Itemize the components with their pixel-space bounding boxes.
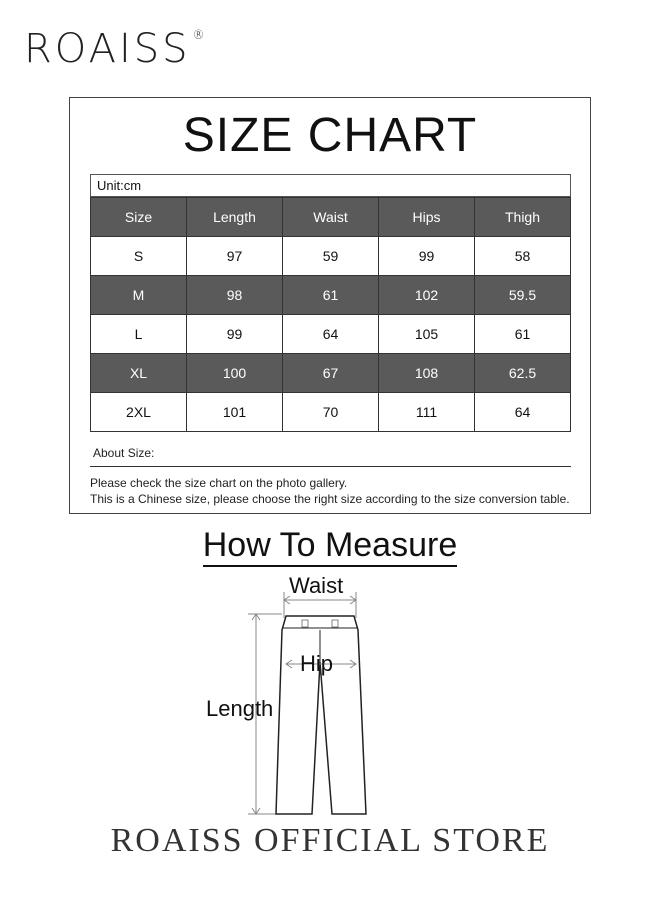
header-thigh: Thigh bbox=[475, 198, 571, 237]
table-row bbox=[91, 354, 571, 393]
table-cell: 64 bbox=[283, 315, 379, 354]
table-cell: 61 bbox=[283, 276, 379, 315]
table-row bbox=[91, 393, 571, 432]
table-cell: 64 bbox=[475, 393, 571, 432]
note-line: Please check the size chart on the photo gallery. bbox=[90, 476, 348, 490]
table-cell: 59 bbox=[283, 237, 379, 276]
how-to-measure-heading bbox=[0, 526, 660, 565]
table-cell: 105 bbox=[379, 315, 475, 354]
table-cell: 2XL bbox=[91, 393, 187, 432]
pants-outline bbox=[276, 616, 366, 814]
divider bbox=[90, 466, 571, 467]
note-line: This is a Chinese size, please choose the right size according to the size conversion table. bbox=[90, 492, 570, 506]
table-cell: 67 bbox=[283, 354, 379, 393]
table-cell: 99 bbox=[187, 315, 283, 354]
waist-label: Waist bbox=[289, 573, 344, 598]
hip-label: Hip bbox=[300, 651, 334, 676]
store-footer: ROAISS OFFICIAL STORE bbox=[110, 822, 550, 859]
table-cell: 98 bbox=[187, 276, 283, 315]
header-waist: Waist bbox=[283, 198, 379, 237]
table-cell: M bbox=[91, 276, 187, 315]
table-cell: 102 bbox=[379, 276, 475, 315]
about-size-label: About Size: bbox=[93, 446, 155, 460]
table-row bbox=[91, 237, 571, 276]
table-cell: S bbox=[91, 237, 187, 276]
table-cell: 70 bbox=[283, 393, 379, 432]
size-chart-title: SIZE CHART bbox=[182, 109, 478, 162]
length-label: Length bbox=[206, 696, 274, 721]
table-cell: 58 bbox=[475, 237, 571, 276]
table-cell: 100 bbox=[187, 354, 283, 393]
how-to-measure-title: How To Measure bbox=[203, 526, 458, 567]
registered-mark: ® bbox=[192, 28, 208, 42]
table-cell: 61 bbox=[475, 315, 571, 354]
header-size: Size bbox=[91, 198, 187, 237]
size-table bbox=[90, 197, 571, 432]
table-cell: 97 bbox=[187, 237, 283, 276]
table-cell: 59.5 bbox=[475, 276, 571, 315]
table-row bbox=[91, 315, 571, 354]
table-cell: L bbox=[91, 315, 187, 354]
unit-label: Unit:cm bbox=[90, 174, 571, 197]
table-cell: 108 bbox=[379, 354, 475, 393]
table-cell: 62.5 bbox=[475, 354, 571, 393]
header-length: Length bbox=[187, 198, 283, 237]
pants-diagram bbox=[190, 570, 450, 830]
brand-logo bbox=[24, 26, 208, 72]
table-cell: 99 bbox=[379, 237, 475, 276]
header-hips: Hips bbox=[379, 198, 475, 237]
table-row bbox=[91, 276, 571, 315]
brand-name: ROAISS bbox=[24, 26, 191, 72]
table-cell: 101 bbox=[187, 393, 283, 432]
table-cell: XL bbox=[91, 354, 187, 393]
size-chart-panel bbox=[69, 97, 591, 514]
table-cell: 111 bbox=[379, 393, 475, 432]
table-header-row bbox=[91, 198, 571, 237]
